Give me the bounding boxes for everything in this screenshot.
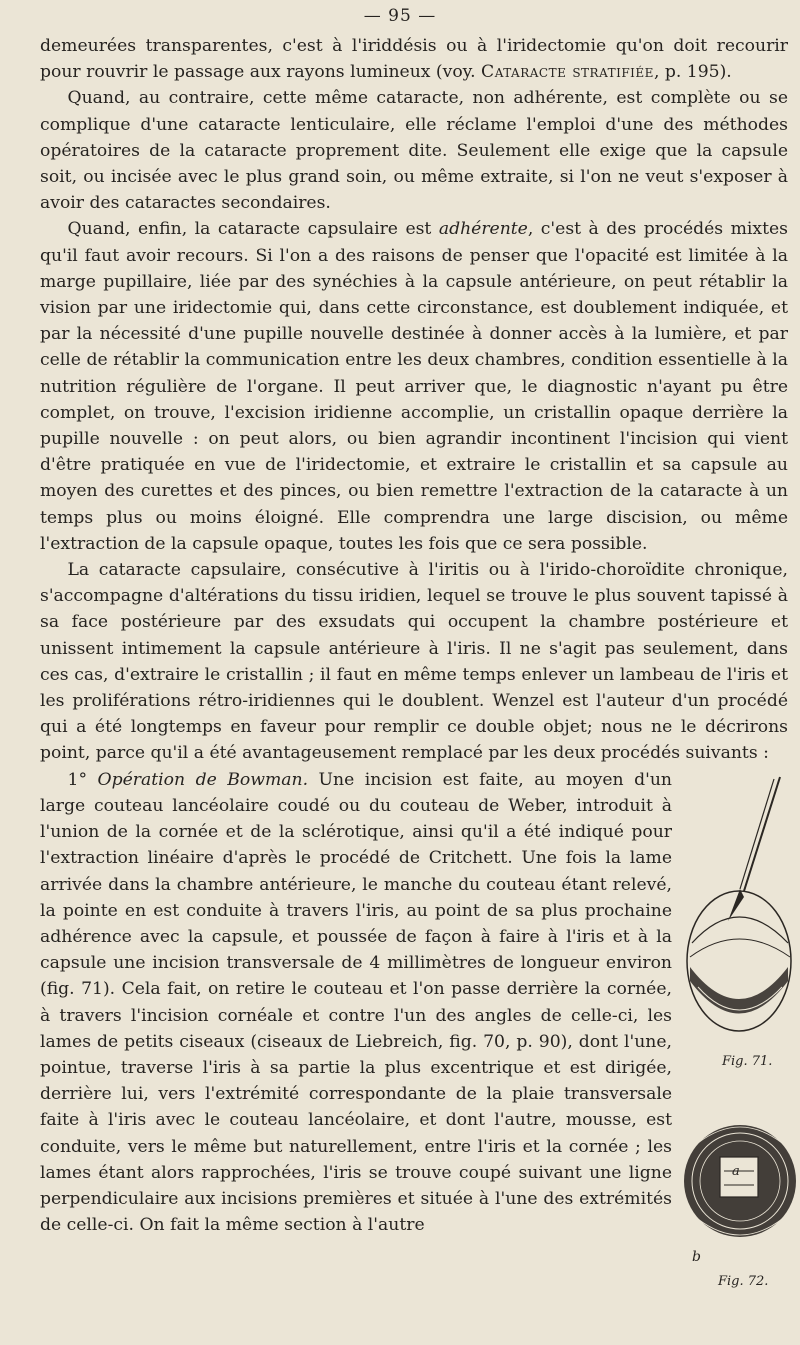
- figure-72-label-a: a: [732, 1163, 740, 1179]
- figure-72-label-b: b: [692, 1248, 701, 1265]
- operation-title: Opération de Bowman.: [97, 769, 309, 790]
- figures-column: [684, 771, 796, 1345]
- paragraph-2: Quand, au contraire, cette même cataracte, non adhérente, est complète ou se complique d'une cataracte lenticulaire, elle réclame l'emploi d'une des méthodes opératoires de la cataracte proprement dite. Seulement elle exige que la capsule soit, ou incisée avec le plus grand soin, ou même extraite, si l'on ne veut s'exposer à avoir des cataractes secondaires.: [40, 88, 788, 214]
- body-text: [40, 33, 788, 1345]
- paragraph-5-body: Une incision est faite, au moyen d'un large couteau lancéolaire coudé ou du couteau de Weber, introduit à l'union de la cornée et de la sclérotique, ainsi qu'il a été indiqué pour l'extraction linéaire d'après le procédé de Critchett. Une fois la lame arrivée dans la chambre antérieure, le manche du couteau étant relevé, la pointe en est conduite à travers l'iris, au point de sa plus prochaine adhérence avec la capsule, et poussée de façon à faire à l'iris et à la capsule une incision transversale de 4 millimètres de longueur environ (fig. 71). Cela fait, on retire le couteau et l'on passe derrière la cornée, à travers l'incision cornéale et contre l'un des angles de celle-ci, les lames de petits ciseaux (ciseaux de Liebreich, fig. 70, p. 90), dont l'une, pointue, traverse l'iris à sa partie la plus excentrique et est dirigée, derrière lui, vers l'extrémité correspondante de la plaie transversale faite à l'iris avec le couteau lancéolaire, et dont l'autre, mousse, est conduite, vers le même but naturellement, entre l'iris et la cornée ; les lames étant alors rapprochées, l'iris se trouve coupé suivant une ligne perpendiculaire aux incisions premières et située à l'une des extrémités de celle-ci. On fait la même section à l'autre: [40, 769, 672, 1236]
- paragraph-3: Quand, enfin, la cataracte capsulaire est adhérente, c'est à des procédés mixtes qu'il faut avoir recours. Si l'on a des raisons de penser que l'opacité est limitée à la marge pupillaire, liée par des synéchies à la capsule antérieure, on peut rétablir la vision par une iridectomie qui, dans cette circonstance, est doublement indiquée, et par la nécessité d'une pupille nouvelle destinée à donner accès à la lumière, et par celle de rétablir la communication entre les deux chambres, condition essentielle à la nutrition régulière de l'organe. Il peut arriver que, le diagnostic n'ayant pu être complet, on trouve, l'excision iridienne accomplie, un cristallin opaque derrière la pupille nouvelle : on peut alors, ou bien agrandir incontinent l'incision qui vient d'être pratiquée en vue de l'iridectomie, et extraire le cristallin et sa capsule au moyen des curettes et des pinces, ou bien remettre l'extraction de la cataracte à un temps plus ou moins éloigné. Elle comprendra une large discision, ou même l'extraction de la capsule opaque, toutes les fois que ce sera possible.: [40, 219, 788, 554]
- paragraph-1: demeurées transparentes, c'est à l'iriddésis ou à l'iridectomie qu'on doit recourir pour rouvrir le passage aux rayons lumineux (voy. Cataracte stratifiée, p. 195).: [40, 36, 788, 83]
- figures-illustration: [684, 771, 796, 1345]
- cross-reference: Cataracte stratifiée: [481, 62, 654, 83]
- figure-72-eye-incisions: [684, 1125, 796, 1237]
- page-number: — 95 —: [363, 6, 437, 26]
- figure-71-eye-lancet: [687, 777, 791, 1031]
- paragraph-5: [40, 767, 788, 1289]
- emphasis-adherente: adhérente: [438, 219, 528, 240]
- paragraph-4: La cataracte capsulaire, consécutive à l'iritis ou à l'irido-choroïdite chronique, s'accompagne d'altérations du tissu iridien, lequel se trouve le plus souvent tapissé à sa face postérieure par des exsudats qui occupent la chambre postérieure et unissent intimement la capsule antérieure à l'iris. Il ne s'agit pas seulement, dans ces cas, d'extraire le cristallin ; il faut en même temps enlever un lambeau de l'iris et les proliférations rétro-iridiennes qui le doublent. Wenzel est l'auteur d'un procédé qui a été longtemps en faveur pour remplir ce double objet; nous ne le décrirons point, parce qu'il a été avantageusement remplacé par les deux procédés suivants :: [40, 560, 788, 764]
- figure-72-caption: Fig. 72.: [718, 1273, 769, 1289]
- paragraph-5-number: 1°: [67, 769, 88, 790]
- figure-71-caption: Fig. 71.: [722, 1053, 773, 1069]
